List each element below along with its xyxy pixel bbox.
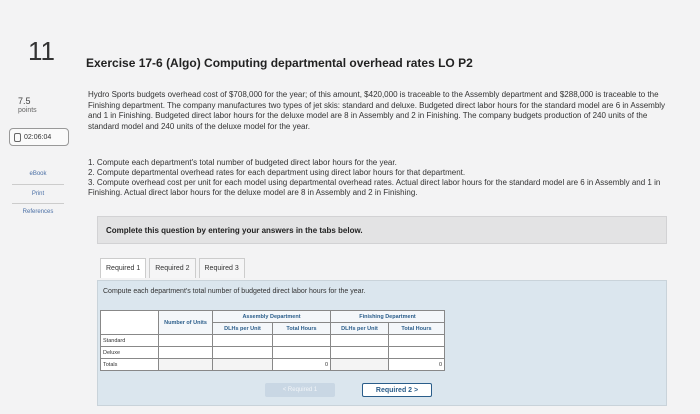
- exercise-intro: Hydro Sports budgets overhead cost of $708,000 for the year; of this amount, $420,000 is traceable to the Assembly department and $288,000 is traceable to the Finishing department. The company manufactures two types of jet skis: standard and deluxe. Budgeted direct labor hours for the standard model are 6 in Assembly and 1 in Finishing. Budgeted direct labor hours for the deluxe model are 8 in Assembly and 2 in Finishing. The company budgets production of 240 units of the standard model and 240 units of the deluxe model for the year.: [88, 90, 666, 131]
- corner-cell: [101, 311, 159, 335]
- labor-hours-table: [100, 310, 445, 371]
- empty-cell: [159, 359, 213, 371]
- references-link[interactable]: References: [22, 209, 54, 215]
- divider: [12, 203, 64, 204]
- table-row: [101, 335, 445, 347]
- units-input[interactable]: [159, 335, 213, 347]
- empty-cell: [213, 359, 273, 371]
- panel-prompt: Compute each department's total number of budgeted direct labor hours for the year.: [103, 288, 366, 295]
- empty-cell: [331, 359, 389, 371]
- finishing-total-header: Total Hours: [389, 323, 445, 335]
- sidebar: [0, 0, 75, 414]
- requirements-list: [88, 158, 668, 198]
- timer[interactable]: [9, 128, 69, 146]
- units-input[interactable]: [159, 347, 213, 359]
- row-label: Deluxe: [101, 347, 159, 359]
- requirement-item: 1. Compute each department's total number of budgeted direct labor hours for the year.: [88, 158, 397, 167]
- finishing-total-value: 0: [389, 359, 445, 371]
- print-link[interactable]: Print: [31, 191, 45, 197]
- assembly-dlh-input[interactable]: [213, 335, 273, 347]
- divider: [12, 184, 64, 185]
- requirement-item: 3. Compute overhead cost per unit for each model using departmental overhead rates. Actual direct labor hours for the standard model are 6 in Assembly and 1 in Finishing. Actual direct labor hours for the deluxe model are 8 in Assembly and 2 in Finishing.: [88, 178, 661, 197]
- question-number: 11: [28, 36, 55, 66]
- timer-value: 02:06:04: [24, 133, 52, 141]
- instruction-banner: Complete this question by entering your answers in the tabs below.: [97, 216, 667, 244]
- ebook-link[interactable]: eBook: [29, 171, 47, 177]
- assembly-total-input[interactable]: [273, 335, 331, 347]
- finishing-dlh-input[interactable]: [331, 335, 389, 347]
- assembly-dlh-input[interactable]: [213, 347, 273, 359]
- assembly-total-input[interactable]: [273, 347, 331, 359]
- row-label: Totals: [101, 359, 159, 371]
- hourglass-icon: [14, 133, 21, 142]
- finishing-dlh-input[interactable]: [331, 347, 389, 359]
- finishing-total-input[interactable]: [389, 335, 445, 347]
- points-label: points: [18, 107, 37, 114]
- tab-required-3[interactable]: Required 3: [199, 258, 245, 278]
- tab-required-2[interactable]: Required 2: [149, 258, 195, 278]
- assembly-total-value: 0: [273, 359, 331, 371]
- assembly-dlh-header: DLHs per Unit: [213, 323, 273, 335]
- requirement-item: 2. Compute departmental overhead rates for each department using direct labor hours for that department.: [88, 168, 466, 177]
- assembly-total-header: Total Hours: [273, 323, 331, 335]
- tab-required-1[interactable]: Required 1: [100, 258, 146, 278]
- points-value: 7.5: [18, 96, 31, 106]
- units-header: Number of Units: [159, 311, 213, 335]
- assembly-header: Assembly Department: [213, 311, 331, 323]
- table-row: [101, 359, 445, 371]
- row-label: Standard: [101, 335, 159, 347]
- prev-required-button[interactable]: < Required 1: [265, 383, 335, 397]
- finishing-dlh-header: DLHs per Unit: [331, 323, 389, 335]
- finishing-total-input[interactable]: [389, 347, 445, 359]
- table-row: [101, 347, 445, 359]
- exercise-title: Exercise 17-6 (Algo) Computing departmental overhead rates LO P2: [86, 56, 473, 70]
- next-required-button[interactable]: Required 2 >: [362, 383, 432, 397]
- requirement-tabs: [100, 258, 248, 280]
- finishing-header: Finishing Department: [331, 311, 445, 323]
